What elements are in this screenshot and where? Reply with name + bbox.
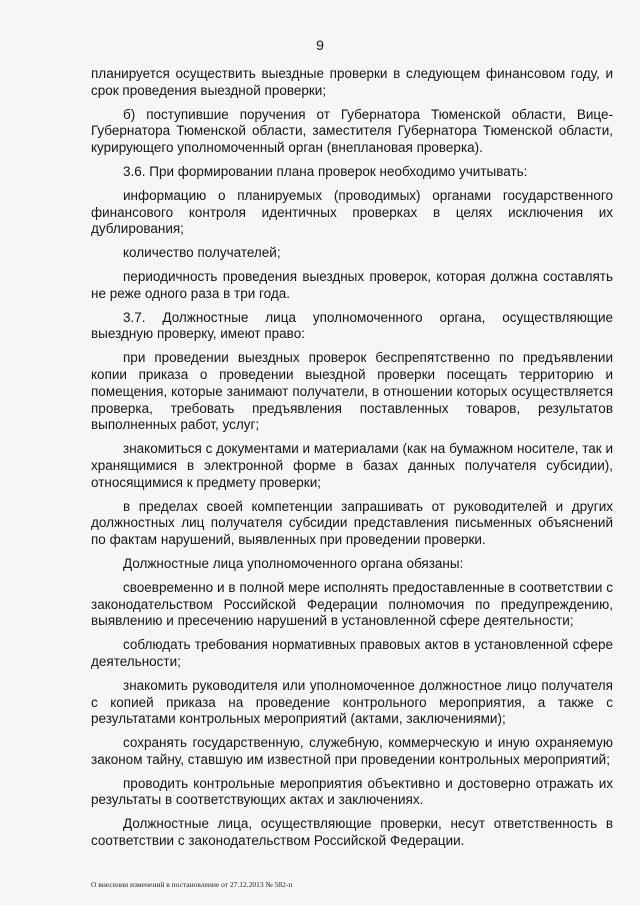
paragraph: периодичность проведения выездных проверок, которая должна составлять не реже одного раза в три года. <box>91 268 613 301</box>
paragraph: своевременно и в полной мере исполнять предоставленные в соответствии с законодательством Российской Федерации полномочия по предупреждению, выявлению и пресечению нарушений в установленной сфере деятельности; <box>91 579 613 629</box>
paragraph: при проведении выездных проверок беспрепятственно по предъявлении копии приказа о проведении выездной проверки посещать территорию и помещения, которые занимают получатели, в отношении которых осуществляется проверка, требовать предъявления поставленных товаров, результатов выполненных работ, услуг; <box>91 350 613 433</box>
paragraph: б) поступившие поручения от Губернатора Тюменской области, Вице-Губернатора Тюменской области, заместителя Губернатора Тюменской области, курирующего уполномоченный орган (внеплановая проверка). <box>91 106 613 156</box>
paragraph: знакомить руководителя или уполномоченное должностное лицо получателя с копией приказа на проведение контрольного мероприятия, а также с результатами контрольных мероприятий (актами, заключениями); <box>91 677 613 727</box>
document-body <box>91 66 613 857</box>
paragraph: сохранять государственную, служебную, коммерческую и иную охраняемую законом тайну, ставшую им известной при проведении контрольных мероприятий; <box>91 735 613 767</box>
paragraph: соблюдать требования нормативных правовых актов в установленной сфере деятельности; <box>91 637 613 669</box>
paragraph: 3.6. При формировании плана проверок необходимо учитывать: <box>123 163 528 179</box>
paragraph: Должностные лица уполномоченного органа обязаны: <box>123 555 464 571</box>
paragraph: информацию о планируемых (проводимых) органами государственного финансового контроля идентичных проверках в целях исключения их дублирования; <box>91 187 613 237</box>
paragraph: Должностные лица, осуществляющие проверки, несут ответственность в соответствии с законодательством Российской Федерации. <box>91 816 613 849</box>
paragraph: планируется осуществить выездные проверки в следующем финансовом году, и срок проведения выездной проверки; <box>91 66 613 98</box>
footer-note: О внесении изменений в постановление от 27.12.2013 № 582-п <box>91 880 293 889</box>
paragraph: в пределах своей компетенции запрашивать от руководителей и других должностных лиц получателя субсидии представления письменных объяснений по фактам нарушений, выявленных при проведении проверки. <box>91 498 613 548</box>
paragraph: количество получателей; <box>123 245 281 261</box>
page-number: 9 <box>316 37 324 53</box>
paragraph: проводить контрольные мероприятия объективно и достоверно отражать их результаты в соответствующих актах и заключениях. <box>91 775 613 808</box>
paragraph: знакомиться с документами и материалами (как на бумажном носителе, так и хранящимися в электронной форме в базах данных получателя субсидии), относящимися к предмету проверки; <box>91 441 613 490</box>
paragraph: 3.7. Должностные лица уполномоченного органа, осуществляющие выездную проверку, имеют право: <box>91 309 613 342</box>
